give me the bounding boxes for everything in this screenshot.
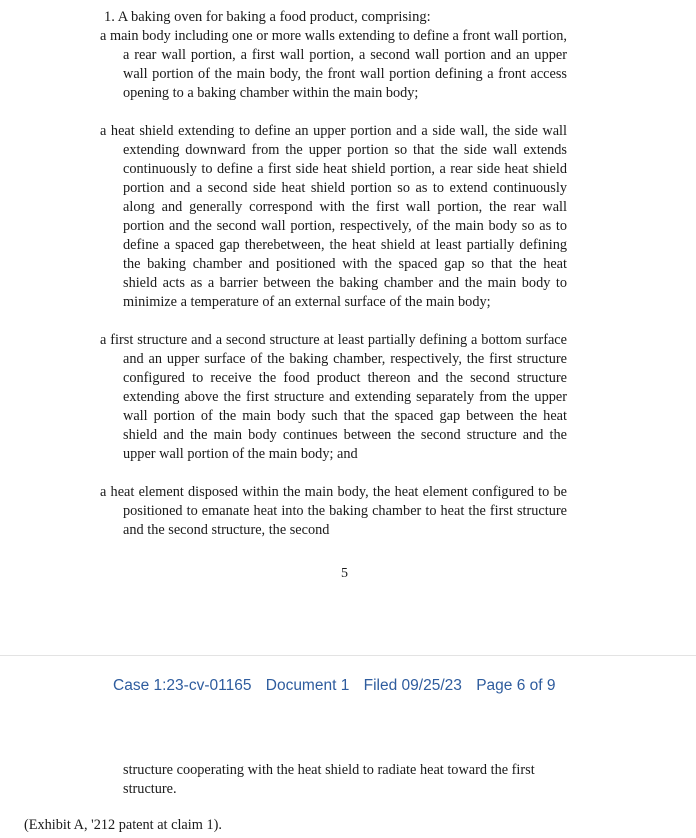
exhibit-citation: (Exhibit A, '212 patent at claim 1).	[24, 817, 222, 833]
document-number: Document 1	[265, 677, 350, 694]
case-number: Case 1:23-cv-01165	[113, 677, 252, 694]
claim-paragraph-main-body: a main body including one or more walls extending to define a front wall portion, a rear wall portion, a first wall portion, a second wall portion and an upper wall portion of the main body, the front wall portion defining a front access opening to a baking chamber within the main body;	[100, 28, 567, 101]
claim-paragraph-heat-shield: a heat shield extending to define an upper portion and a side wall, the side wall extending downward from the upper portion so that the side wall extends continuously to define a first side heat shield portion, a rear side heat shield portion and a second side heat shield portion so as to extend continuously along and generally correspond with the first wall portion, the rear wall portion and the second wall portion, respectively, of the main body so as to define a spaced gap therebetween, the heat shield at least partially defining the baking chamber and positioned with the spaced gap so that the heat shield acts as a barrier between the baking chamber and the main body to minimize a temperature of an external surface of the main body;	[100, 123, 567, 310]
page-separator	[0, 655, 696, 656]
page-indicator: Page 6 of 9	[476, 677, 556, 694]
page-number: 5	[341, 566, 348, 581]
court-filing-header	[113, 676, 566, 696]
claim-paragraph-structures: a first structure and a second structure at least partially defining a bottom surface and an upper surface of the baking chamber, respectively, the first structure configured to receive the food product thereon and the second structure extending above the first structure and extending separately from the upper wall portion of the main body such that the spaced gap between the heat shield and the main body continues between the second structure and the upper wall portion of the main body; and	[100, 332, 567, 462]
claim-heading: 1. A baking oven for baking a food product, comprising:	[104, 9, 431, 25]
filed-date: Filed 09/25/23	[363, 677, 462, 694]
claim-continuation: structure cooperating with the heat shield to radiate heat toward the first structure.	[123, 762, 535, 797]
claim-paragraph-heat-element: a heat element disposed within the main body, the heat element configured to be positioned to emanate heat into the baking chamber to heat the first structure and the second structure, the second	[100, 484, 567, 538]
